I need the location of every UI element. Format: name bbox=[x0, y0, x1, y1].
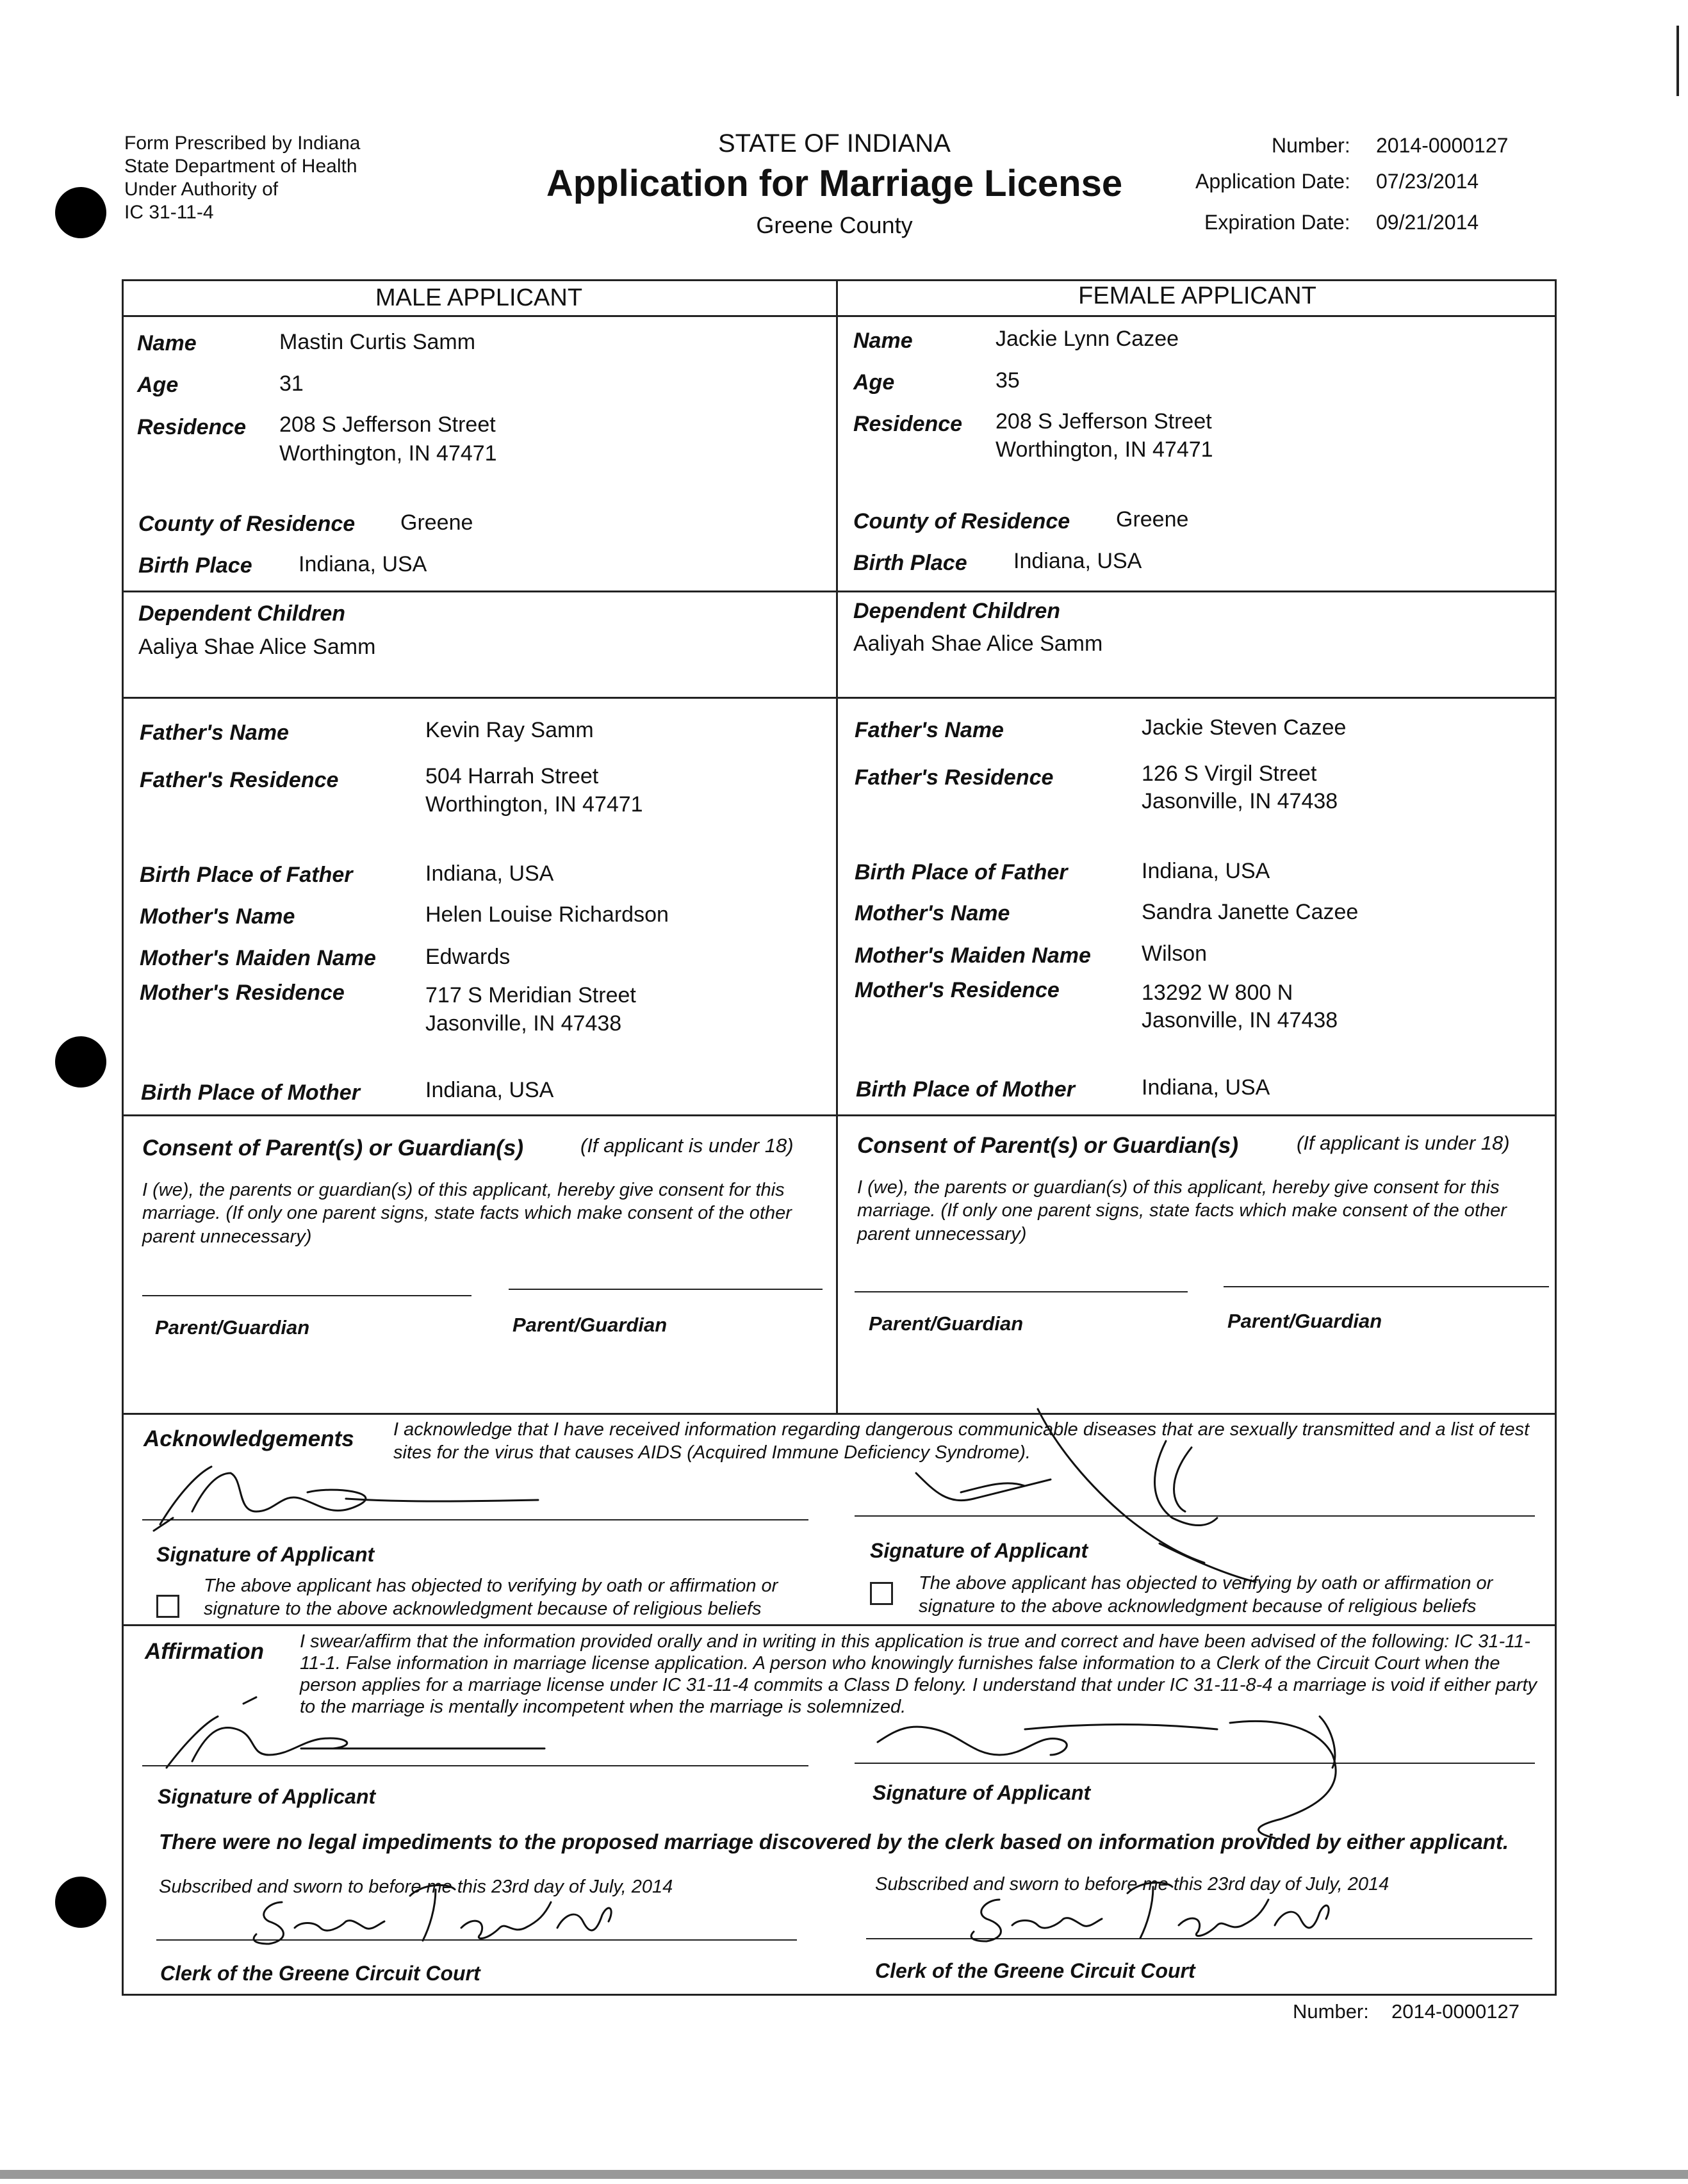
male-birth-place: Indiana, USA bbox=[299, 552, 427, 576]
female-birth-place: Indiana, USA bbox=[1013, 549, 1142, 573]
expiration-date: 09/21/2014 bbox=[1376, 211, 1479, 234]
female-parent-guardian-2: Parent/Guardian bbox=[1227, 1310, 1382, 1332]
male-dependents-label: Dependent Children bbox=[138, 601, 346, 626]
female-mother-name-label: Mother's Name bbox=[855, 901, 1010, 925]
female-dependents-label: Dependent Children bbox=[853, 599, 1061, 623]
male-applicant-header: MALE APPLICANT bbox=[375, 284, 583, 311]
prescribed-line: Under Authority of bbox=[124, 179, 279, 200]
female-birth-mother: Indiana, USA bbox=[1142, 1075, 1270, 1100]
female-dependents: Aaliyah Shae Alice Samm bbox=[853, 632, 1103, 656]
male-mother-maiden: Edwards bbox=[425, 945, 511, 969]
male-mother-name-label: Mother's Name bbox=[140, 904, 295, 929]
scan-edge bbox=[0, 2170, 1688, 2179]
male-clerk-label: Clerk of the Greene Circuit Court bbox=[160, 1962, 480, 1985]
male-father-res-label: Father's Residence bbox=[140, 768, 339, 792]
female-father-name-label: Father's Name bbox=[855, 718, 1004, 742]
male-residence-1: 208 S Jefferson Street bbox=[279, 412, 496, 437]
prescribed-line: Form Prescribed by Indiana bbox=[124, 133, 361, 154]
female-affirm-signature bbox=[878, 1716, 1336, 1838]
male-birth-mother: Indiana, USA bbox=[425, 1078, 554, 1102]
female-name-label: Name bbox=[853, 329, 913, 353]
female-objection-text: The above applicant has objected to verifying by oath or affirmation or signature to the above acknowledgment because of religious beliefs bbox=[919, 1573, 1493, 1617]
male-father-res-2: Worthington, IN 47471 bbox=[425, 792, 643, 817]
female-county-label: County of Residence bbox=[853, 509, 1070, 534]
header-number-label: Number: bbox=[1272, 134, 1350, 157]
female-age-label: Age bbox=[853, 370, 895, 395]
expiration-date-label: Expiration Date: bbox=[1204, 211, 1350, 234]
female-clerk-signature bbox=[971, 1882, 1329, 1941]
male-age: 31 bbox=[279, 371, 304, 396]
female-father-res-label: Father's Residence bbox=[855, 765, 1054, 790]
female-ack-signature-label: Signature of Applicant bbox=[870, 1539, 1088, 1562]
impediments-statement: There were no legal impediments to the proposed marriage discovered by the clerk based on information provided by either applicant. bbox=[159, 1830, 1509, 1854]
affirmation-title: Affirmation bbox=[145, 1639, 265, 1664]
female-birth-place-label: Birth Place bbox=[853, 551, 967, 575]
acknowledgements-title: Acknowledgements bbox=[143, 1426, 354, 1451]
male-parent-guardian-1: Parent/Guardian bbox=[155, 1316, 310, 1339]
female-mother-name: Sandra Janette Cazee bbox=[1142, 900, 1359, 924]
male-birth-place-label: Birth Place bbox=[138, 553, 252, 578]
application-date: 07/23/2014 bbox=[1376, 170, 1479, 193]
male-mother-name: Helen Louise Richardson bbox=[425, 902, 669, 927]
male-mother-maiden-label: Mother's Maiden Name bbox=[140, 946, 376, 970]
male-birth-father: Indiana, USA bbox=[425, 861, 554, 886]
footer-number: 2014-0000127 bbox=[1391, 2000, 1520, 2023]
male-father-res-1: 504 Harrah Street bbox=[425, 764, 599, 788]
male-name-label: Name bbox=[137, 331, 197, 355]
header-number: 2014-0000127 bbox=[1376, 134, 1509, 157]
male-mother-res-2: Jasonville, IN 47438 bbox=[425, 1011, 622, 1036]
male-residence-2: Worthington, IN 47471 bbox=[279, 441, 497, 466]
female-mother-maiden-label: Mother's Maiden Name bbox=[855, 943, 1091, 968]
male-objection-text: The above applicant has objected to verifying by oath or affirmation or signature to the above acknowledgment because of religious beliefs bbox=[204, 1576, 778, 1620]
male-county: Greene bbox=[400, 510, 473, 535]
female-subscribed-text: Subscribed and sworn to before me this 23rd day of July, 2014 bbox=[875, 1874, 1389, 1895]
female-consent-text: I (we), the parents or guardian(s) of this applicant, hereby give consent for this marriage. (If only one parent signs, state facts which make consent of the other parent unnecessary) bbox=[857, 1177, 1507, 1244]
male-ack-signature-label: Signature of Applicant bbox=[156, 1543, 375, 1566]
male-ack-signature bbox=[160, 1467, 538, 1524]
female-birth-father-label: Birth Place of Father bbox=[855, 860, 1068, 884]
female-father-res-1: 126 S Virgil Street bbox=[1142, 762, 1317, 786]
county-name: Greene County bbox=[756, 212, 913, 238]
female-clerk-label: Clerk of the Greene Circuit Court bbox=[875, 1959, 1195, 1982]
male-consent-text: I (we), the parents or guardian(s) of this applicant, hereby give consent for this marriage. (If only one parent signs, state facts which make consent of the other parent unnecessary) bbox=[142, 1180, 792, 1247]
male-consent-title: Consent of Parent(s) or Guardian(s) bbox=[142, 1136, 524, 1161]
female-father-res-2: Jasonville, IN 47438 bbox=[1142, 789, 1338, 813]
male-name: Mastin Curtis Samm bbox=[279, 330, 476, 354]
female-birth-father: Indiana, USA bbox=[1142, 859, 1270, 883]
male-affirm-signature bbox=[167, 1716, 545, 1768]
male-clerk-signature bbox=[254, 1885, 611, 1944]
male-affirm-signature-label: Signature of Applicant bbox=[158, 1785, 376, 1808]
footer-number-label: Number: bbox=[1293, 2000, 1369, 2023]
female-mother-res-1: 13292 W 800 N bbox=[1142, 981, 1293, 1005]
male-mother-res-label: Mother's Residence bbox=[140, 981, 345, 1005]
male-residence-label: Residence bbox=[137, 415, 247, 439]
male-father-name-label: Father's Name bbox=[140, 721, 289, 745]
male-mother-res-1: 717 S Meridian Street bbox=[425, 983, 636, 1007]
male-dependents: Aaliya Shae Alice Samm bbox=[138, 635, 376, 659]
female-name: Jackie Lynn Cazee bbox=[996, 327, 1179, 351]
female-affirm-signature-label: Signature of Applicant bbox=[873, 1781, 1091, 1804]
document-title: Application for Marriage License bbox=[546, 163, 1123, 204]
female-mother-res-label: Mother's Residence bbox=[855, 978, 1060, 1002]
affirmation-text: I swear/affirm that the information provided orally and in writing in this application is true and correct and have been advised of the following: IC 31-11-11-1. False information in marriage license application. A person who knowingly furnishes false information to a Clerk of the Circuit Court when the person applies for a marriage license under IC 31-11-4 commits a Class D felony. I understand that under IC 31-11-8-4 a marriage is void if either party to the marriage is mentally incompetent when the marriage is solemnized. bbox=[300, 1631, 1537, 1717]
female-residence-label: Residence bbox=[853, 412, 963, 436]
female-county: Greene bbox=[1116, 507, 1189, 532]
male-subscribed-text: Subscribed and sworn to before me this 23rd day of July, 2014 bbox=[159, 1877, 673, 1897]
female-consent-title: Consent of Parent(s) or Guardian(s) bbox=[857, 1133, 1239, 1158]
female-ack-signature bbox=[916, 1409, 1256, 1582]
prescribed-line: IC 31-11-4 bbox=[124, 202, 214, 223]
female-consent-note: (If applicant is under 18) bbox=[1297, 1132, 1510, 1154]
male-county-label: County of Residence bbox=[138, 512, 356, 536]
acknowledgements-text: I acknowledge that I have received information regarding dangerous communicable diseases that are sexually transmitted and a list of test sites for the virus that causes AIDS (Acquired Immune Deficiency Syndrome). bbox=[393, 1419, 1530, 1463]
female-mother-maiden: Wilson bbox=[1142, 941, 1208, 966]
male-consent-note: (If applicant is under 18) bbox=[580, 1134, 794, 1157]
prescribed-line: State Department of Health bbox=[124, 156, 357, 177]
male-parent-guardian-2: Parent/Guardian bbox=[512, 1314, 668, 1336]
male-father-name: Kevin Ray Samm bbox=[425, 718, 594, 742]
female-residence-1: 208 S Jefferson Street bbox=[996, 409, 1212, 434]
male-birth-father-label: Birth Place of Father bbox=[140, 863, 353, 887]
male-age-label: Age bbox=[137, 373, 179, 397]
female-residence-2: Worthington, IN 47471 bbox=[996, 437, 1213, 462]
state-name: STATE OF INDIANA bbox=[718, 129, 951, 158]
female-father-name: Jackie Steven Cazee bbox=[1142, 715, 1347, 740]
application-date-label: Application Date: bbox=[1195, 170, 1350, 193]
female-age: 35 bbox=[996, 368, 1020, 393]
female-parent-guardian-1: Parent/Guardian bbox=[869, 1312, 1024, 1335]
female-mother-res-2: Jasonville, IN 47438 bbox=[1142, 1008, 1338, 1032]
female-birth-mother-label: Birth Place of Mother bbox=[856, 1077, 1075, 1102]
male-birth-mother-label: Birth Place of Mother bbox=[141, 1080, 360, 1105]
female-applicant-header: FEMALE APPLICANT bbox=[1078, 282, 1316, 309]
